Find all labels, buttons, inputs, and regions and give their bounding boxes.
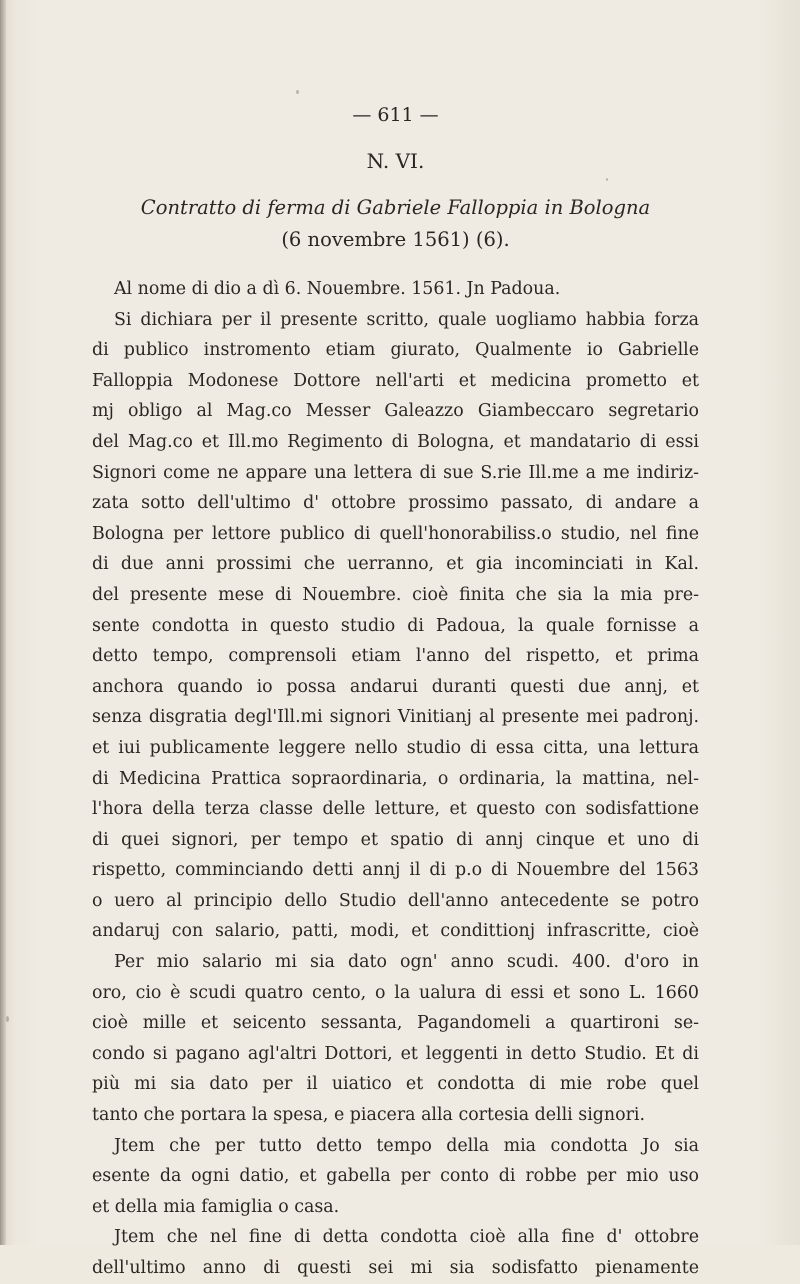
text-line: Jtem che per tutto detto tempo della mia condotta Jo sia <box>114 1135 699 1156</box>
text-line: tanto che portara la spesa, e piacera alla cortesia delli signori. <box>92 1105 645 1126</box>
text-line: esente da ogni datio, et gabella per conto di robbe per mio uso <box>92 1166 699 1187</box>
text-line: l'hora della terza classe delle letture, et questo con sodisfattione <box>92 799 699 820</box>
text-line: Falloppia Modonese Dottore nell'arti et medicina prometto et <box>92 370 699 391</box>
text-line: andaruj con salario, patti, modi, et condittionj infrascritte, cioè <box>92 921 699 942</box>
text-line: Si dichiara per il presente scritto, quale uogliamo habbia forza <box>114 309 699 330</box>
text-line: zata sotto dell'ultimo d' ottobre prossimo passato, di andare a <box>92 493 699 514</box>
text-line: Bologna per lettore publico di quell'honorabiliss.o studio, nel fine <box>92 523 699 544</box>
text-line: Jtem che nel fine di detta condotta cioè alla fine d' ottobre <box>114 1227 699 1248</box>
page-number: — 611 — <box>352 104 439 126</box>
text-line: di quei signori, per tempo et spatio di annj cinque et uno di <box>92 829 699 850</box>
document-title: Contratto di ferma di Gabriele Falloppia in Bologna <box>140 196 651 219</box>
ink-speck <box>6 1016 9 1022</box>
text-line: et della mia famiglia o casa. <box>92 1196 340 1217</box>
page-spine-shadow <box>0 0 6 1245</box>
text-line: Signori come ne appare una lettera di sue S.rie Ill.me a me indiriz- <box>92 462 699 483</box>
text-line: o uero al principio dello Studio dell'anno antecedente se potro <box>92 890 699 911</box>
text-line: di Medicina Prattica sopraordinaria, o ordinaria, la mattina, nel- <box>92 768 699 789</box>
contract-text <box>92 274 699 1284</box>
text-line: senza disgratia degl'Ill.mi signori Vinitianj al presente mei padronj. <box>92 707 699 728</box>
document-date: (6 novembre 1561) (6). <box>281 228 510 251</box>
text-line: più mi sia dato per il uiatico et condotta di mie robe quel <box>92 1074 699 1095</box>
text-line: oro, cio è scudi quatro cento, o la ualura di essi et sono L. 1660 <box>92 982 699 1003</box>
text-line: del presente mese di Nouembre. cioè finita che sia la mia pre- <box>92 584 699 605</box>
text-line: anchora quando io possa andarui duranti questi due annj, et <box>92 676 699 697</box>
text-line: mj obligo al Mag.co Messer Galeazzo Giambeccaro segretario <box>92 401 699 422</box>
section-number: N. VI. <box>366 149 425 173</box>
text-line: rispetto, comminciando detti annj il di p.o di Nouembre del 1563 <box>92 860 699 881</box>
text-line: condo si pagano agl'altri Dottori, et leggenti in detto Studio. Et di <box>92 1043 699 1064</box>
page-content <box>92 100 699 1284</box>
text-line: di due anni prossimi che uerranno, et gia incominciati in Kal. <box>92 554 699 575</box>
text-line: del Mag.co et Ill.mo Regimento di Bologna, et mandatario di essi <box>92 431 699 452</box>
text-line: detto tempo, comprensoli etiam l'anno del rispetto, et prima <box>92 646 699 667</box>
ink-speck <box>296 90 299 94</box>
text-line: cioè mille et seicento sessanta, Pagandomeli a quartironi se- <box>92 1013 699 1034</box>
text-line: Al nome di dio a dì 6. Nouembre. 1561. Jn Padoua. <box>114 279 561 299</box>
text-line: dell'ultimo anno di questi sei mi sia sodisfatto pienamente <box>92 1258 699 1278</box>
text-line: sente condotta in questo studio di Padoua, la quale fornisse a <box>92 615 699 636</box>
text-line: et iui publicamente leggere nello studio di essa citta, una lettura <box>92 737 699 758</box>
text-line: Per mio salario mi sia dato ogn' anno scudi. 400. d'oro in <box>114 952 699 973</box>
text-line: di publico instromento etiam giurato, Qualmente io Gabrielle <box>92 340 699 361</box>
